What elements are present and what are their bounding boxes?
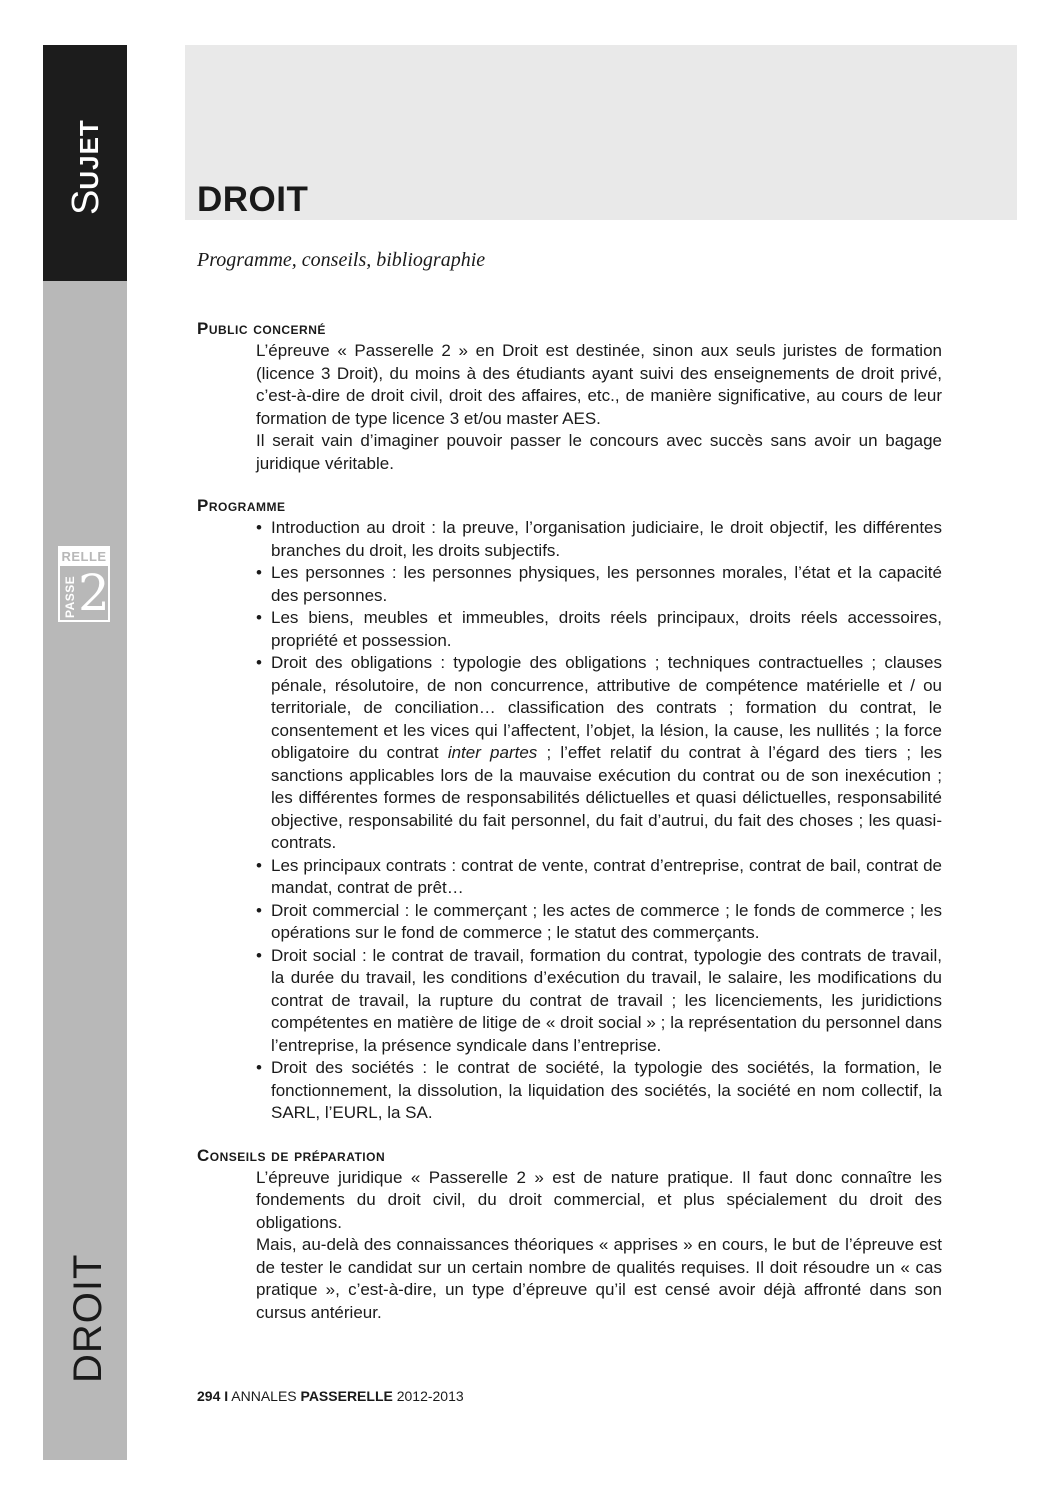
logo-relle-text: RELLE: [61, 549, 107, 564]
section-body-public: [256, 340, 942, 475]
paragraph: L’épreuve juridique « Passerelle 2 » est de nature pratique. Il faut donc connaître les fondements du droit civil, du droit commercial, et plus spécialement du droit des obligations.: [256, 1167, 942, 1232]
section-body-conseils: [256, 1167, 942, 1325]
footer-years: 2012-2013: [396, 1388, 464, 1404]
page-number: 294: [197, 1388, 221, 1404]
list-item: • Les principaux contrats : contrat de vente, contrat d’entreprise, contrat de bail, contrat de mandat, contrat de prêt…: [256, 855, 942, 900]
paragraph: Mais, au-delà des connaissances théoriques « apprises » en cours, le but de l’épreuve est de tester le candidat sur un certain nombre de qualités requises. Il doit résoudre un « cas pratique », c’est-à-dire, un type d’épreuve qu’il est censé avoir déjà affronté dans son cursus antérieur.: [256, 1235, 942, 1322]
footer-brand: PASSERELLE: [300, 1388, 393, 1404]
section-heading-conseils: Conseils de préparation: [197, 1145, 386, 1165]
header-banner: [185, 45, 1017, 220]
sidebar-sujet-label: SUJET: [65, 119, 107, 215]
page-title: DROIT: [197, 180, 309, 219]
section-heading-programme: Programme: [197, 496, 286, 515]
sidebar-subject-label: DROIT: [66, 1253, 110, 1383]
list-item: • Introduction au droit : la preuve, l’organisation judiciaire, le droit objectif, les différentes branches du droit, les droits subjectifs.: [256, 517, 942, 562]
paragraph: L’épreuve « Passerelle 2 » en Droit est destinée, sinon aux seuls juristes de formation (licence 3 Droit), du moins à des étudiants ayant suivi des enseignements de droit privé, c’est-à-dire de droit civil, droit des affaires, etc., de manière significative, au cours de leur formation de type licence 3 et/ou master AES.: [256, 341, 942, 428]
list-item: • Droit commercial : le commerçant ; les actes de commerce ; le fonds de commerce ; les opérations sur le fond de commerce ; le statut des commerçants.: [256, 900, 942, 945]
programme-list: [256, 517, 942, 1125]
logo-passe-text: PASSE: [63, 575, 77, 618]
list-item: • Droit des obligations : typologie des obligations ; techniques contractuelles ; clauses pénale, résolutoire, de non concurrence, attributive de compétence matérielle et / ou territoriale, de conciliation… classification des contrats ; formation du contrat, le consentement et les vices qui l’affectent, l’objet, la lésion, la cause, les nullités ; la force obligatoire du contrat inter partes ; l’effet relatif du contrat à l’égard des tiers ; les sanctions applicables lors de la mauvaise exécution du contrat ou de son inexécution ; les différentes formes de responsabilités délictuelles et quasi délictuelles, responsabilité objective, responsabilité du fait personnel, du fait d’autrui, du fait des choses ; les quasi-contrats.: [256, 652, 942, 855]
paragraph: Il serait vain d’imaginer pouvoir passer le concours avec succès sans avoir un bagage juridique véritable.: [256, 431, 942, 473]
logo-number: 2: [78, 564, 110, 622]
list-item: • Les personnes : les personnes physiques, les personnes morales, l’état et la capacité des personnes.: [256, 562, 942, 607]
page-footer: [197, 1387, 464, 1405]
list-item: • Les biens, meubles et immeubles, droits réels principaux, droits réels accessoires, propriété et possession.: [256, 607, 942, 652]
footer-separator: I: [224, 1388, 229, 1404]
main-content: [197, 318, 942, 1324]
list-item: • Droit des sociétés : le contrat de société, la typologie des sociétés, la formation, le fonctionnement, la dissolution, la liquidation des sociétés, la société en nom collectif, la SARL, l’EURL, la SA.: [256, 1057, 942, 1125]
list-item: • Droit social : le contrat de travail, formation du contrat, typologie des contrats de travail, la durée du travail, les conditions d’exécution du travail, le salaire, les modifications du contrat de travail, la rupture du contrat de travail ; les licenciements, les juridictions compétentes en matière de litige de « droit social » ; la représentation du personnel dans l’entreprise, la présence syndicale dans l’entreprise.: [256, 945, 942, 1058]
page-subtitle: Programme, conseils, bibliographie: [197, 249, 486, 271]
passerelle-2-logo: [58, 546, 110, 622]
section-heading-public: Public concerné: [197, 319, 326, 338]
footer-label: ANNALES: [231, 1388, 297, 1404]
